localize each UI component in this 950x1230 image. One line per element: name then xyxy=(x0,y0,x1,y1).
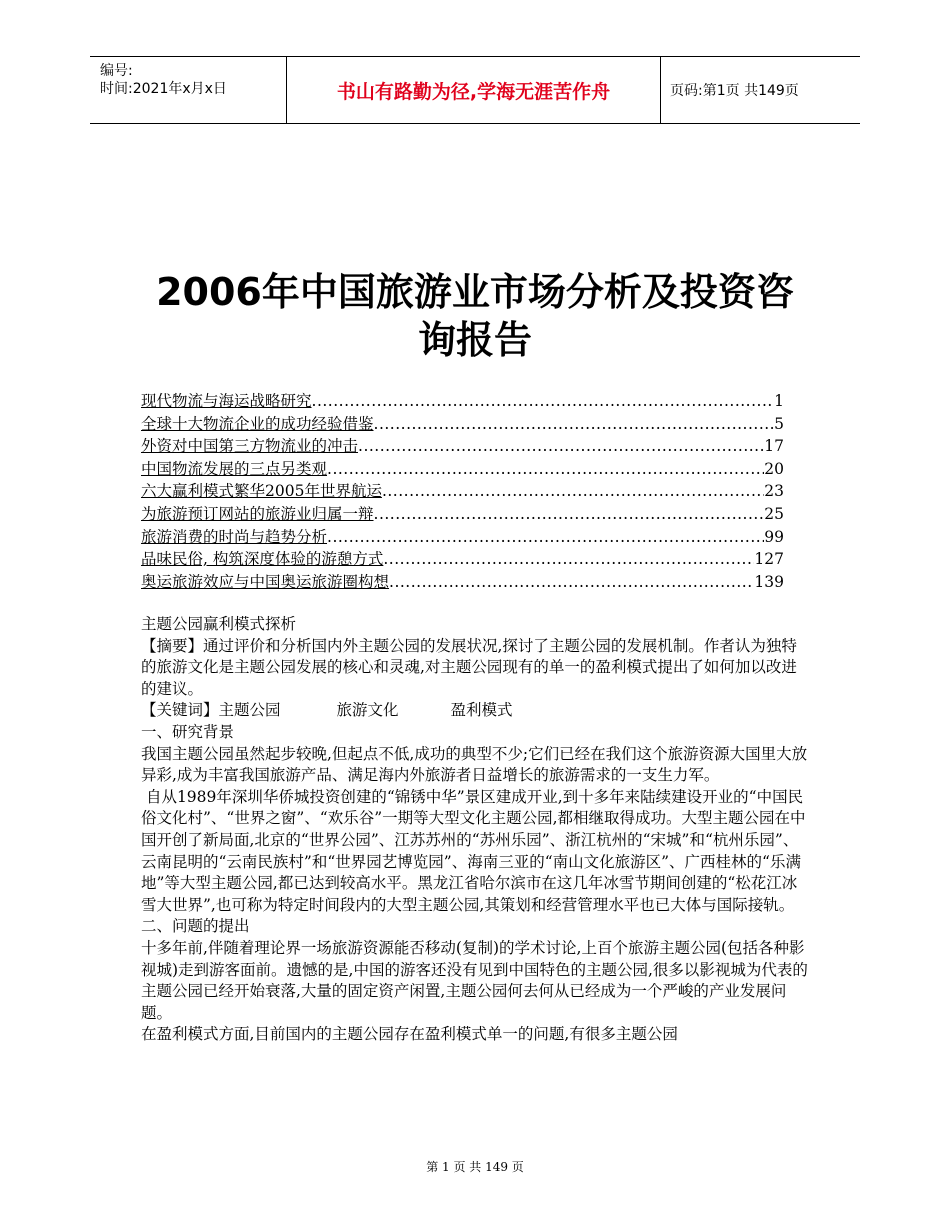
abstract-paragraph: 【摘要】通过评价和分析国内外主题公园的发展状况,探讨了主题公园的发展机制。作者认为独特的旅游文化是主题公园发展的核心和灵魂,对主题公园现有的单一的盈利模式提出了如何加以改进的建议。 xyxy=(141,636,797,698)
toc-entry-page: 17 xyxy=(764,437,784,456)
toc-entry-title[interactable]: 六大赢利模式繁华2005年世界航运 xyxy=(141,482,382,501)
toc-entry[interactable] xyxy=(141,503,784,526)
toc-entry-title[interactable]: 现代物流与海运战略研究 xyxy=(141,392,312,410)
toc-entry[interactable] xyxy=(141,548,784,571)
toc-leader-dots xyxy=(383,548,754,571)
page-header xyxy=(90,56,860,124)
toc-entry[interactable] xyxy=(141,413,784,436)
keywords-label: 【关键词】主题公园 xyxy=(141,701,281,720)
toc-leader-dots xyxy=(327,526,764,549)
serial-label: 编号: xyxy=(100,63,133,79)
toc-entry[interactable] xyxy=(141,480,784,503)
toc-leader-dots xyxy=(358,435,764,458)
toc-entry-page: 127 xyxy=(754,550,784,569)
table-of-contents xyxy=(141,390,784,593)
paragraph-3: 十多年前,伴随着理论界一场旅游资源能否移动(复制)的学术讨论,上百个旅游主题公园(包括各种影视城)走到游客面前。遗憾的是,中国的游客还没有见到中国特色的主题公园,很多以影视城为代表的主题公园已经开始衰落,大量的固定资产闲置,主题公园何去何从已经成为一个严峻的产业发展问题。 xyxy=(141,938,808,1022)
toc-entry-title[interactable]: 为旅游预订网站的旅游业归属一辩 xyxy=(141,504,374,523)
paragraph-1: 我国主题公园虽然起步较晚,但起点不低,成功的典型不少;它们已经在我们这个旅游资源大国里大放异彩,成为丰富我国旅游产品、满足海内外旅游者日益增长的旅游需求的一支生力军。 xyxy=(141,744,808,785)
paragraph-2: 自从1989年深圳华侨城投资创建的“锦锈中华”景区建成开业,到十多年来陆续建设开业的“中国民俗文化村”、“世界之窗”、“欢乐谷”一期等大型文化主题公园,都相继取得成功。大型主题公园在中国开创了新局面,北京的“世界公园”、江苏苏州的“苏州乐园”、浙江杭州的“宋城”和“杭州乐园”、云南昆明的“云南民族村”和“世界园艺博览园”、海南三亚的“南山文化旅游区”、广西桂林的“乐满地”等大型主题公园,都已达到较高水平。黑龙江省哈尔滨市在这几年冰雪节期间创建的“松花江冰雪大世界”,也可称为特定时间段内的大型主题公园,其策划和经营管理水平也已大体与国际接轨。 xyxy=(141,787,806,914)
toc-entry[interactable] xyxy=(141,435,784,458)
toc-entry-page: 25 xyxy=(764,504,784,523)
toc-entry-title[interactable]: 旅游消费的时尚与趋势分析 xyxy=(141,527,328,546)
toc-leader-dots xyxy=(374,503,765,526)
toc-leader-dots xyxy=(327,458,764,481)
toc-entry-page: 1 xyxy=(774,392,784,410)
title-line-1: 2006年中国旅游业市场分析及投资咨 xyxy=(156,270,794,314)
toc-entry-title[interactable]: 全球十大物流企业的成功经验借鉴 xyxy=(141,414,374,433)
toc-entry-title[interactable]: 奥运旅游效应与中国奥运旅游圈构想 xyxy=(141,572,390,591)
section-title: 主题公园赢利模式探析 xyxy=(141,615,297,633)
header-motto: 书山有路勤为径,学海无涯苦作舟 xyxy=(287,57,661,123)
toc-entry-page: 20 xyxy=(764,459,784,478)
time-label: 时间:2021年x月x日 xyxy=(100,81,227,97)
toc-entry-page: 5 xyxy=(774,414,784,433)
toc-entry-title[interactable]: 中国物流发展的三点另类观 xyxy=(141,459,328,478)
toc-entry-title[interactable]: 外资对中国第三方物流业的冲击 xyxy=(141,437,359,456)
keyword-3: 盈利模式 xyxy=(450,701,513,720)
toc-leader-dots xyxy=(374,413,775,436)
toc-leader-dots xyxy=(312,390,775,413)
toc-entry[interactable] xyxy=(141,526,784,549)
toc-entry[interactable] xyxy=(141,571,784,594)
document-title xyxy=(100,268,850,364)
toc-entry[interactable] xyxy=(141,390,784,413)
toc-entry-page: 99 xyxy=(764,527,784,546)
document-body xyxy=(141,614,811,1046)
page-info-text: 页码:第1页 共149页 xyxy=(670,83,799,99)
toc-entry[interactable] xyxy=(141,458,784,481)
toc-entry-page: 139 xyxy=(754,572,784,591)
toc-entry-title[interactable]: 品味民俗, 构筑深度体验的游憩方式 xyxy=(141,550,384,569)
header-meta xyxy=(90,57,287,123)
paragraph-4: 在盈利模式方面,目前国内的主题公园存在盈利模式单一的问题,有很多主题公园 xyxy=(141,1025,678,1044)
heading-problem: 二、问题的提出 xyxy=(141,917,250,936)
title-line-2: 询报告 xyxy=(417,318,532,362)
keywords-line xyxy=(141,700,811,722)
toc-entry-page: 23 xyxy=(764,482,784,501)
heading-research-background: 一、研究背景 xyxy=(141,722,235,741)
header-page-info xyxy=(661,57,860,123)
keyword-2: 旅游文化 xyxy=(336,701,399,720)
toc-leader-dots xyxy=(382,480,764,503)
page-footer: 第 1 页 共 149 页 xyxy=(426,1160,524,1174)
toc-leader-dots xyxy=(389,571,754,594)
